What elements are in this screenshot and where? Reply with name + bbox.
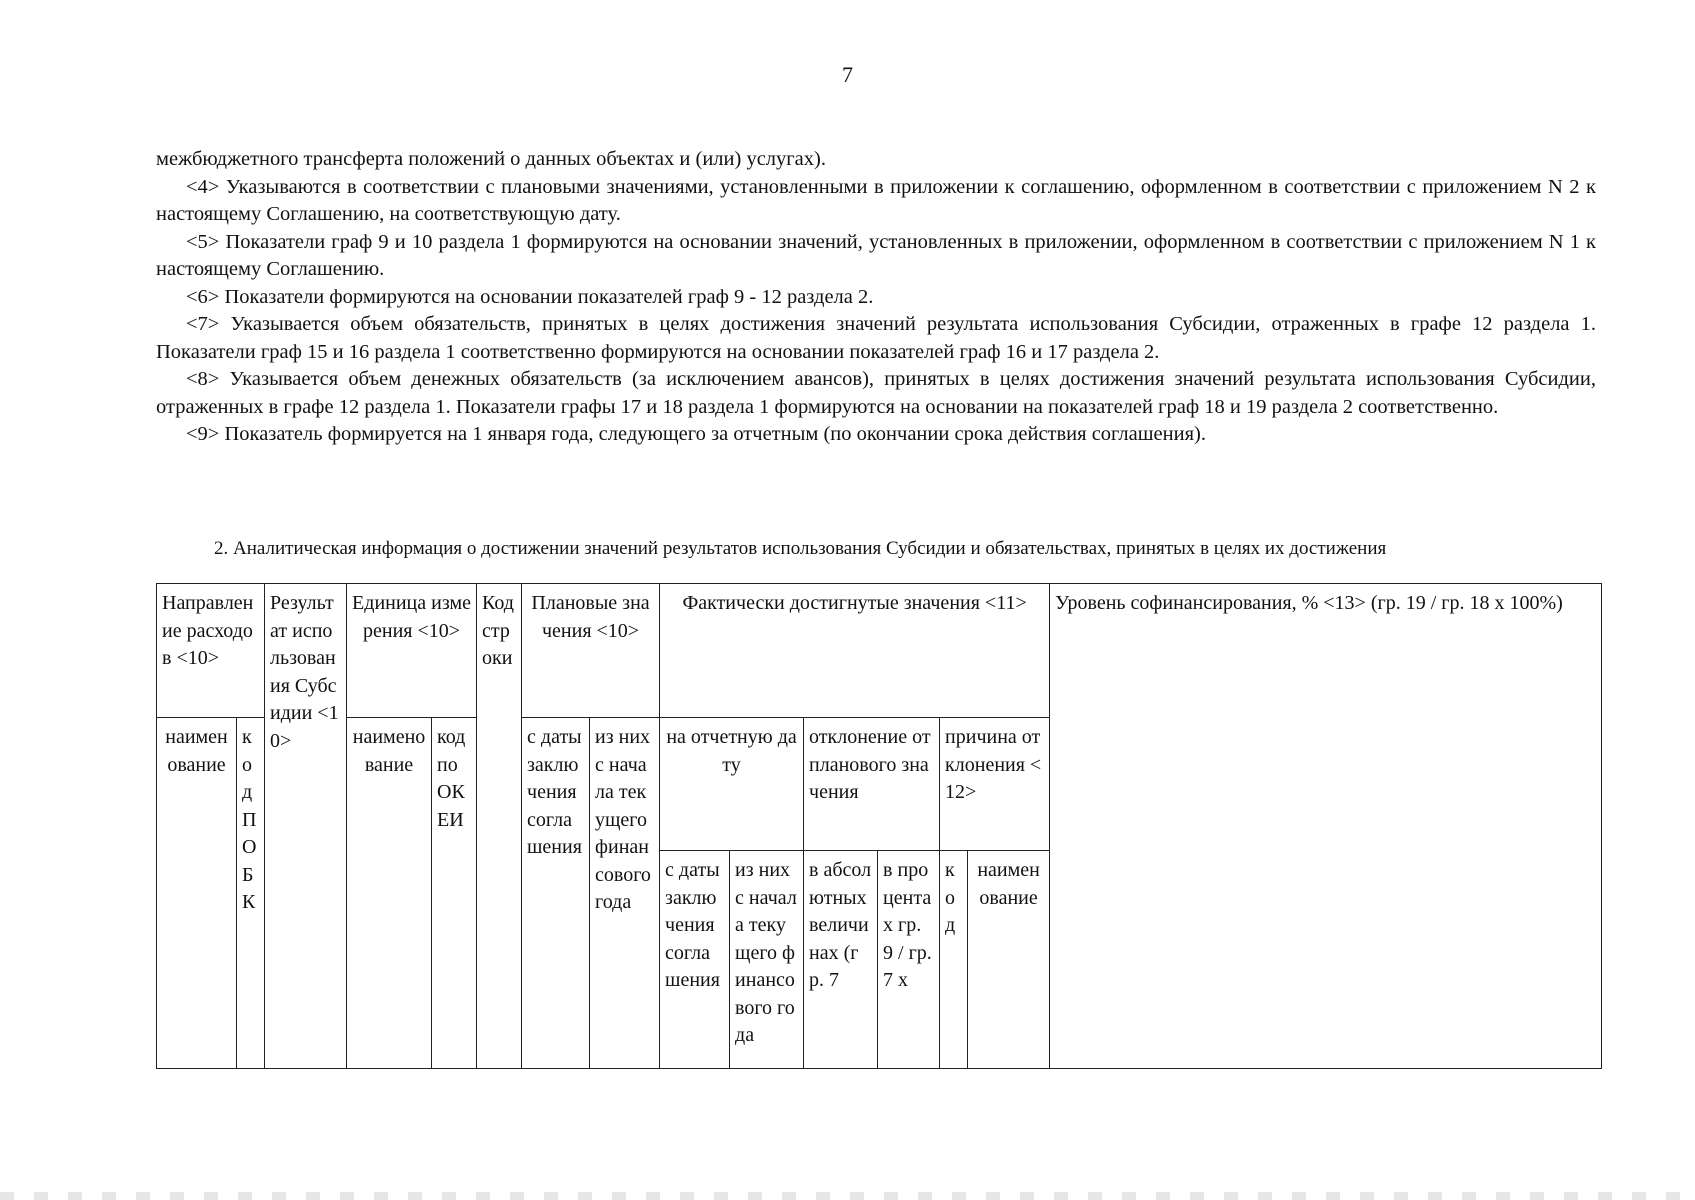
header-unit-name: наименование [347,718,432,1069]
section-2-title: 2. Аналитическая информация о достижении значений результатов использования Субсидии и обязательствах, принятых в целях их достижения [214,538,1387,559]
footnote-7: <7> Указывается объем обязательств, принятых в целях достижения значений результата использования Субсидии, отраженных в графе 12 раздела 1. Показатели граф 15 и 16 раздела 1 соответственно формируются на основании показателей граф 16 и 17 раздела 2. [156,313,1596,363]
header-line-code: Код строки [477,584,522,1069]
header-deviation: отклонение от планового значения [804,718,940,851]
header-direction-code: код ПОБК [237,718,265,1069]
header-reason-name: наименование [968,851,1050,1069]
scan-edge-artifact [0,1192,1695,1200]
header-actual: Фактически достигнутые значения <11> [660,584,1050,718]
page-number: 7 [842,62,853,87]
header-direction-name: наименование [157,718,237,1069]
header-dev-percent: в процентах гр. 9 / гр. 7 x [878,851,940,1069]
footnote-8: <8> Указывается объем денежных обязательств (за исключением авансов), принятых в целях достижения значений результата использования Субсидии, отраженных в графе 12 раздела 1. Показатели графы 17 и 18 раздела 1 формируются на основании на показателей граф 18 и 19 раздела 2 соответственно. [156,368,1596,418]
footnote-6: <6> Показатели формируются на основании показателей граф 9 - 12 раздела 2. [186,285,874,308]
header-planned-from-date: с даты заключения соглашения [522,718,590,1069]
header-planned: Плановые значения <10> [522,584,660,718]
analytic-table [156,583,1602,1069]
header-result: Результат использования Субсидии <10> [265,584,347,1069]
header-cofinancing: Уровень софинансирования, % <13> (гр. 19 / гр. 18 x 100%) [1050,584,1602,1069]
footnote-5: <5> Показатели граф 9 и 10 раздела 1 формируются на основании значений, установленных в приложении, оформленном в соответствии с приложением N 1 к настоящему Соглашению. [156,230,1596,280]
footnote-4: <4> Указываются в соответствии с плановыми значениями, установленными в приложении к соглашению, оформленном в соответствии с приложением N 2 к настоящему Соглашению, на соответствующую дату. [156,175,1596,225]
header-on-report-date: на отчетную дату [660,718,804,851]
header-planned-from-year: из них с начала текущего финансового года [590,718,660,1069]
header-dev-absolute: в абсолютных величинах (гр. 7 [804,851,878,1069]
header-reason-code: код [940,851,968,1069]
footnote-9: <9> Показатель формируется на 1 января года, следующего за отчетным (по окончании срока действия соглашения). [186,423,1206,445]
header-actual-from-year: из них с начала текущего финансового года [730,851,804,1069]
footnotes [156,146,1596,449]
header-deviation-reason: причина отклонения <12> [940,718,1050,851]
header-actual-from-date: с даты заключения соглашения [660,851,730,1069]
header-unit-code: код по ОКЕИ [432,718,477,1069]
header-unit: Единица измерения <10> [347,584,477,718]
header-direction: Направление расходов <10> [157,584,265,718]
footnote-continuation: межбюджетного трансферта положений о данных объектах и (или) услугах). [156,148,826,170]
